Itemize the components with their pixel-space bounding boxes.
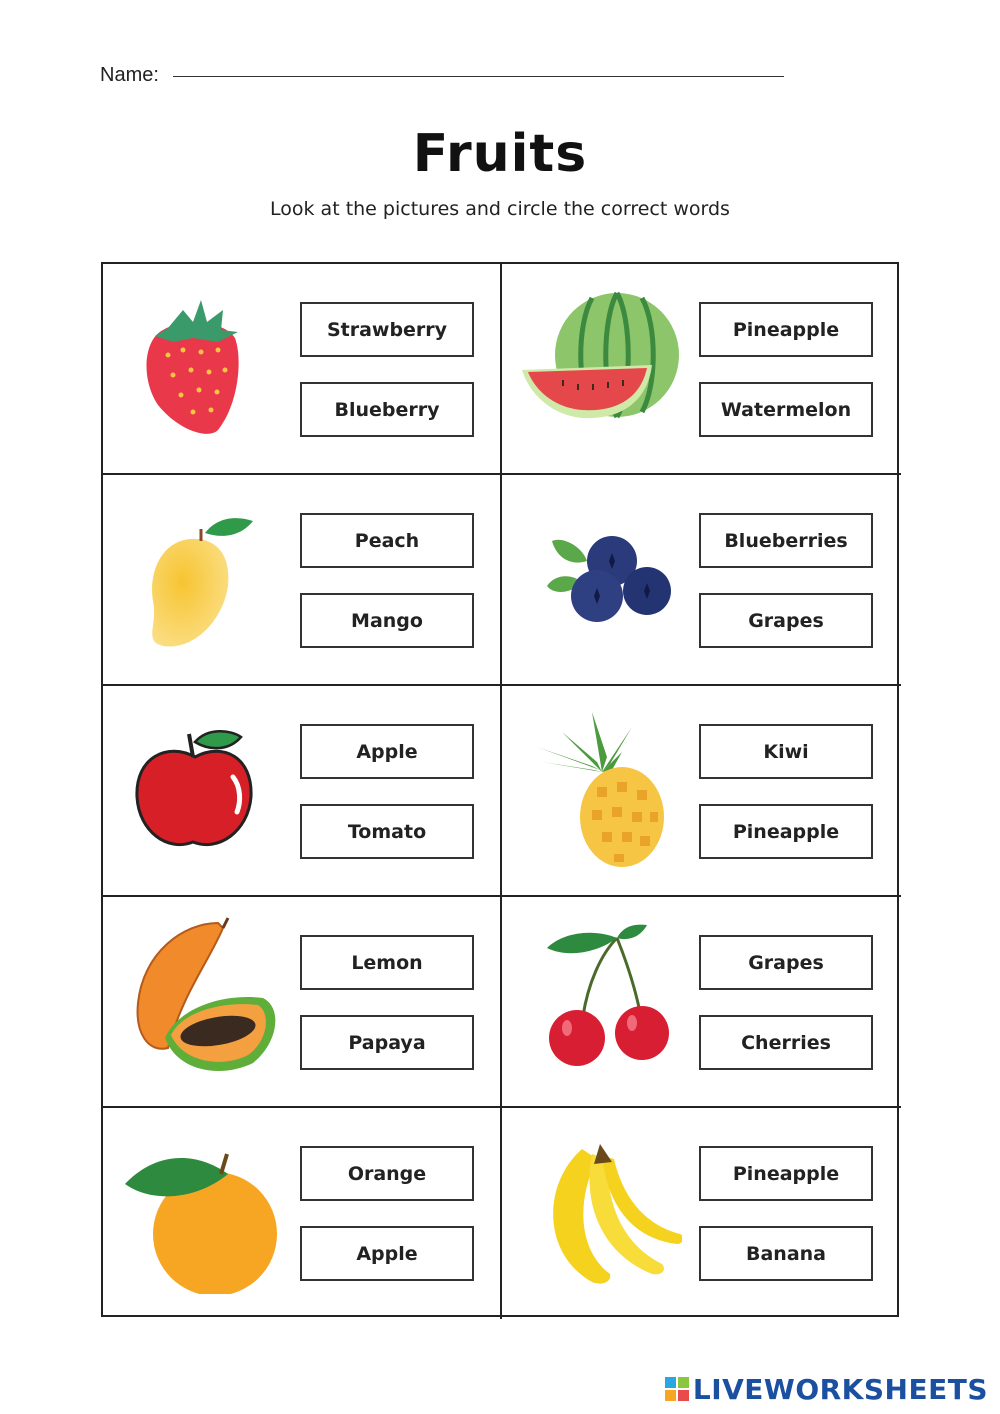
strawberry-icon bbox=[123, 280, 283, 450]
fruit-cell bbox=[502, 1108, 901, 1319]
name-label: Name: bbox=[100, 64, 159, 86]
instructions: Look at the pictures and circle the correct words bbox=[270, 198, 730, 220]
option-button[interactable]: Peach bbox=[300, 513, 474, 568]
brand-footer bbox=[665, 1372, 988, 1406]
fruit-cell bbox=[103, 897, 502, 1108]
name-row bbox=[100, 62, 790, 92]
option-button[interactable]: Orange bbox=[300, 1146, 474, 1201]
fruit-cell bbox=[103, 475, 502, 686]
option-button[interactable]: Tomato bbox=[300, 804, 474, 859]
bananas-icon bbox=[522, 1124, 682, 1294]
mango-icon bbox=[123, 491, 283, 661]
option-button[interactable]: Mango bbox=[300, 593, 474, 648]
option-button[interactable]: Grapes bbox=[699, 935, 873, 990]
blueberries-icon bbox=[522, 491, 682, 661]
watermelon-icon bbox=[522, 280, 682, 450]
option-button[interactable]: Lemon bbox=[300, 935, 474, 990]
option-button[interactable]: Apple bbox=[300, 1226, 474, 1281]
option-button[interactable]: Pineapple bbox=[699, 302, 873, 357]
pineapple-icon bbox=[522, 702, 682, 872]
option-button[interactable]: Blueberries bbox=[699, 513, 873, 568]
option-button[interactable]: Kiwi bbox=[699, 724, 873, 779]
fruit-cell bbox=[502, 264, 901, 475]
option-button[interactable]: Apple bbox=[300, 724, 474, 779]
option-button[interactable]: Pineapple bbox=[699, 804, 873, 859]
liveworksheets-logo-icon bbox=[665, 1377, 689, 1401]
option-button[interactable]: Blueberry bbox=[300, 382, 474, 437]
fruit-cell bbox=[502, 686, 901, 897]
option-button[interactable]: Papaya bbox=[300, 1015, 474, 1070]
name-line[interactable] bbox=[173, 76, 784, 77]
fruit-grid bbox=[101, 262, 899, 1317]
fruit-cell bbox=[103, 264, 502, 475]
option-button[interactable]: Cherries bbox=[699, 1015, 873, 1070]
fruit-cell bbox=[502, 475, 901, 686]
option-button[interactable]: Watermelon bbox=[699, 382, 873, 437]
fruit-cell bbox=[103, 686, 502, 897]
brand-name: LIVEWORKSHEETS bbox=[692, 1372, 988, 1406]
option-button[interactable]: Pineapple bbox=[699, 1146, 873, 1201]
orange-icon bbox=[123, 1124, 283, 1294]
cherries-icon bbox=[522, 913, 682, 1083]
fruit-cell bbox=[103, 1108, 502, 1319]
option-button[interactable]: Grapes bbox=[699, 593, 873, 648]
option-button[interactable]: Strawberry bbox=[300, 302, 474, 357]
option-button[interactable]: Banana bbox=[699, 1226, 873, 1281]
fruit-cell bbox=[502, 897, 901, 1108]
papaya-icon bbox=[123, 913, 283, 1083]
apple-icon bbox=[123, 702, 283, 872]
page-title: Fruits bbox=[412, 124, 588, 184]
